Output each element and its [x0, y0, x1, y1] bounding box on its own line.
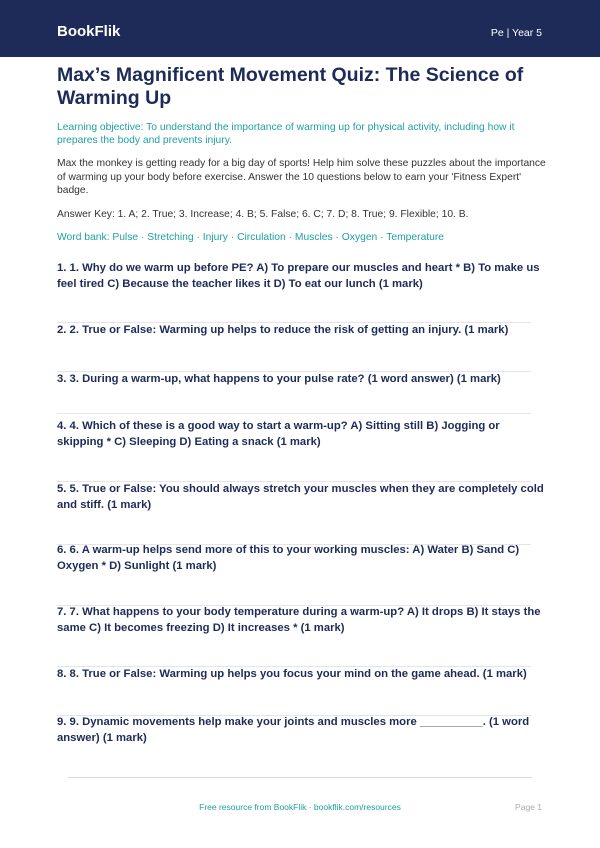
- question-7: 7. 7. What happens to your body temperature during a warm-up? A) It drops B) It stays the same C) It becomes freezing D) It increases * (1 mark): [57, 606, 541, 634]
- footer-credit[interactable]: Free resource from BookFlik · bookflik.com/resources: [199, 802, 401, 812]
- intro-paragraph: Max the monkey is getting ready for a big day of sports! Help him solve these puzzles about the importance of warming up your body before exercise. Answer the 10 questions below to earn your 'Fitness Expert' badge.: [57, 158, 546, 196]
- question-2: 2. 2. True or False: Warming up helps to reduce the risk of getting an injury. (1 mark): [57, 324, 509, 336]
- question-6: 6. 6. A warm-up helps send more of this to your working muscles: A) Water B) Sand C) Oxygen * D) Sunlight (1 mark): [57, 544, 520, 572]
- answer-line-3: [57, 413, 531, 414]
- question-3: 3. 3. During a warm-up, what happens to your pulse rate? (1 word answer) (1 mark): [57, 373, 501, 385]
- learning-objective: Learning objective: To understand the importance of warming up for physical activity, including how it prepares the body and prevents injury.: [57, 122, 515, 146]
- question-5: 5. 5. True or False: You should always stretch your muscles when they are completely cold and stiff. (1 mark): [57, 483, 544, 511]
- footer-divider: [68, 777, 532, 778]
- question-4: 4. 4. Which of these is a good way to start a warm-up? A) Sitting still B) Jogging or skipping * C) Sleeping D) Eating a snack (1 mark): [57, 420, 500, 448]
- subject-year-label: Pe | Year 5: [490, 27, 542, 39]
- word-bank: Word bank: Pulse · Stretching · Injury · Circulation · Muscles · Oxygen · Temperature: [57, 232, 445, 243]
- header-bar: [0, 0, 600, 57]
- question-1: 1. 1. Why do we warm up before PE? A) To prepare our muscles and heart * B) To make us feel tired C) Because the teacher likes it D) To eat our lunch (1 mark): [57, 262, 540, 290]
- question-8: 8. 8. True or False: Warming up helps you focus your mind on the game ahead. (1 mark): [57, 668, 527, 680]
- brand-logo[interactable]: BookFlik: [57, 23, 121, 40]
- question-9: 9. 9. Dynamic movements help make your joints and muscles more __________. (1 word answer) (1 mark): [57, 716, 530, 744]
- page-title: Max’s Magnificent Movement Quiz: The Science of Warming Up: [57, 64, 524, 109]
- answer-key: Answer Key: 1. A; 2. True; 3. Increase; 4. B; 5. False; 6. C; 7. D; 8. True; 9. Flexible; 10. B.: [57, 209, 469, 220]
- page-number: Page 1: [515, 802, 542, 812]
